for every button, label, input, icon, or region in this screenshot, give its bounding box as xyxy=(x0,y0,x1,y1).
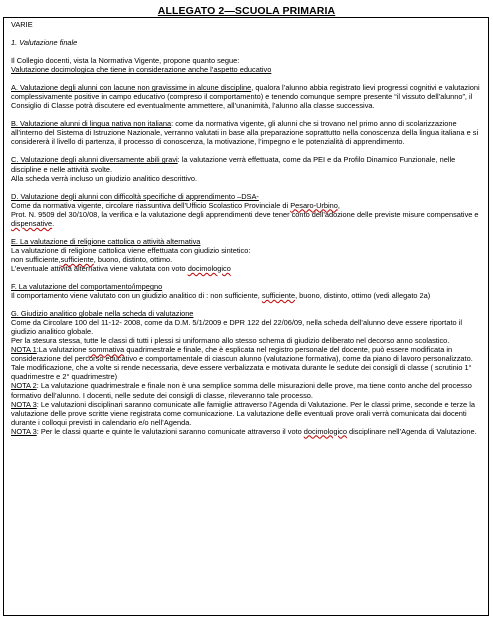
nota-1-continued: Tale modificazione, che a volte si rende necessaria, deve essere verbalizzata e motivata durante le sedute dei consigli di classe ( scrutinio 1° quadrimestre e 2° quadrimestre) xyxy=(11,363,472,382)
intro-line-2: Valutazione docimologica che tiene in considerazione anche l’aspetto educativo xyxy=(11,65,272,75)
nota-1-label: NOTA 1 xyxy=(11,345,37,355)
paragraph-e-2: non sufficiente,sufficiente, buono, distinto, ottimo. xyxy=(11,254,173,264)
document-body xyxy=(11,20,481,436)
paragraph-g-2: Per la stesura stessa, tutte le classi di tutti i plessi si uniformano allo stesso schema di giudizio deliberato nel decorso anno scolastico. xyxy=(11,336,450,346)
paragraph-e-3: L’eventuale attività alternativa viene valutata con voto docimologico xyxy=(11,263,231,273)
heading-c: C. Valutazione degli alunni diversamente abili gravi xyxy=(11,155,178,165)
paragraph-a: A. Valutazione degli alunni con lacune non gravissime in alcune discipline, qualora l’alunno abbia registrato lievi progressi cognitivi e valutazioni complessivamente positive in campo educativo (compreso il comportamento) e tenendo comunque sempre presente “il vissuto dell’alunno”, il Consiglio di Classe potrà discutere ed eventualmente ammettere, all’unanimità, l’alunno alla classe successiva. xyxy=(11,83,480,111)
intro-line-1: Il Collegio docenti, vista la Normativa Vigente, propone quanto segue: xyxy=(11,56,240,66)
heading-f: F. La valutazione del comportamento/impegno xyxy=(11,281,163,291)
paragraph-d-2: Prot. N. 9509 del 30/10/08, la verifica e la valutazione degli apprendimenti deve tener conto dell’adozione delle previste misure compensative e dispensative. xyxy=(11,209,479,228)
document-title: ALLEGATO 2—SCUOLA PRIMARIA xyxy=(157,5,336,17)
heading-b: B. Valutazione alunni di lingua nativa non italiana xyxy=(11,119,172,129)
nota-3-label: NOTA 3 xyxy=(11,399,37,409)
paragraph-c: C. Valutazione degli alunni diversamente abili gravi: la valutazione verrà effettuata, come da PEI e da Profilo Dinamico Funzionale, nelle discipline e nelle attività svolte. xyxy=(11,155,456,174)
paragraph-b: B. Valutazione alunni di lingua nativa non italiana: come da normativa vigente, gli alunni che si trovano nel primo anno di scolarizzazione all’interno del Sistema di Istruzione Nazionale, verranno valutati in base alla preparazione soprattutto nella conoscenza della lingua italiana e si considererà il livello di partenza, il processo di conoscenza, la motivazione, l’impegno e le potenzialità di apprendimento. xyxy=(11,119,479,147)
nota-1: NOTA 1:La valutazione sommativa quadrimestrale e finale, che è esplicata nel registro personale del docente, può essere modificata in considerazione del percorso educativo e comportamentale di ciascun alunno (valutazione formativa), come da piano di lavoro personalizzato. xyxy=(11,345,473,364)
nota-3-bis: NOTA 3: Per le classi quarte e quinte le valutazioni saranno comunicate attraverso il voto docimologico disciplinare nell’Agenda di Valutazione. xyxy=(11,426,477,436)
paragraph-g-1: Come da Circolare 100 del 11-12- 2008, come da D.M. 5/1/2009 e DPR 122 del 22/06/09, nella scheda dell’alunno deve essere riportato il giudizio analitico globale. xyxy=(11,318,462,337)
nota-2: NOTA 2: La valutazione quadrimestrale e finale non è una semplice somma delle misurazioni delle prove, ma tiene conto anche del processo formativo dell’alunno. I docenti, nelle sedute dei consigli di classe, rileveranno tale processo. xyxy=(11,381,472,400)
heading-a: A. Valutazione degli alunni con lacune non gravissime in alcune discipline xyxy=(11,83,252,93)
nota-3-bis-label: NOTA 3 xyxy=(11,426,37,436)
nota-2-label: NOTA 2 xyxy=(11,381,37,391)
paragraph-d-1: Come da normativa vigente, circolare riassuntiva dell’Ufficio Scolastico Provinciale di Pesaro-Urbino, xyxy=(11,200,340,210)
heading-d: D. Valutazione degli alunni con difficoltà specifiche di apprendimento –DSA- xyxy=(11,191,259,201)
heading-g: G. Giudizio analitico globale nella scheda di valutazione xyxy=(11,309,194,319)
nota-3: NOTA 3: Le valutazioni disciplinari saranno comunicate alle famiglie attraverso l’Agenda di Valutazione. Per le classi prime, seconde e terze la valutazione delle prove scritte viene registrata come comunicazione. La valutazione delle eventuali prove orali verrà comunicata dai docenti durante i colloqui previsti in calendario e/o nell’Agenda. xyxy=(11,399,475,427)
section-valutazione-finale: 1. Valutazione finale xyxy=(11,38,78,48)
heading-e: E. La valutazione di religione cattolica o attività alternativa xyxy=(11,236,201,246)
section-varie: VARIE xyxy=(11,20,33,29)
paragraph-c-2: Alla scheda verrà incluso un giudizio analitico descrittivo. xyxy=(11,173,198,183)
paragraph-f-1: Il comportamento viene valutato con un giudizio analitico di : non sufficiente, sufficiente, buono, distinto, ottimo (vedi allegato 2a) xyxy=(11,291,431,301)
paragraph-e-1: La valutazione di religione cattolica viene effettuata con giudizio sintetico: xyxy=(11,245,251,255)
